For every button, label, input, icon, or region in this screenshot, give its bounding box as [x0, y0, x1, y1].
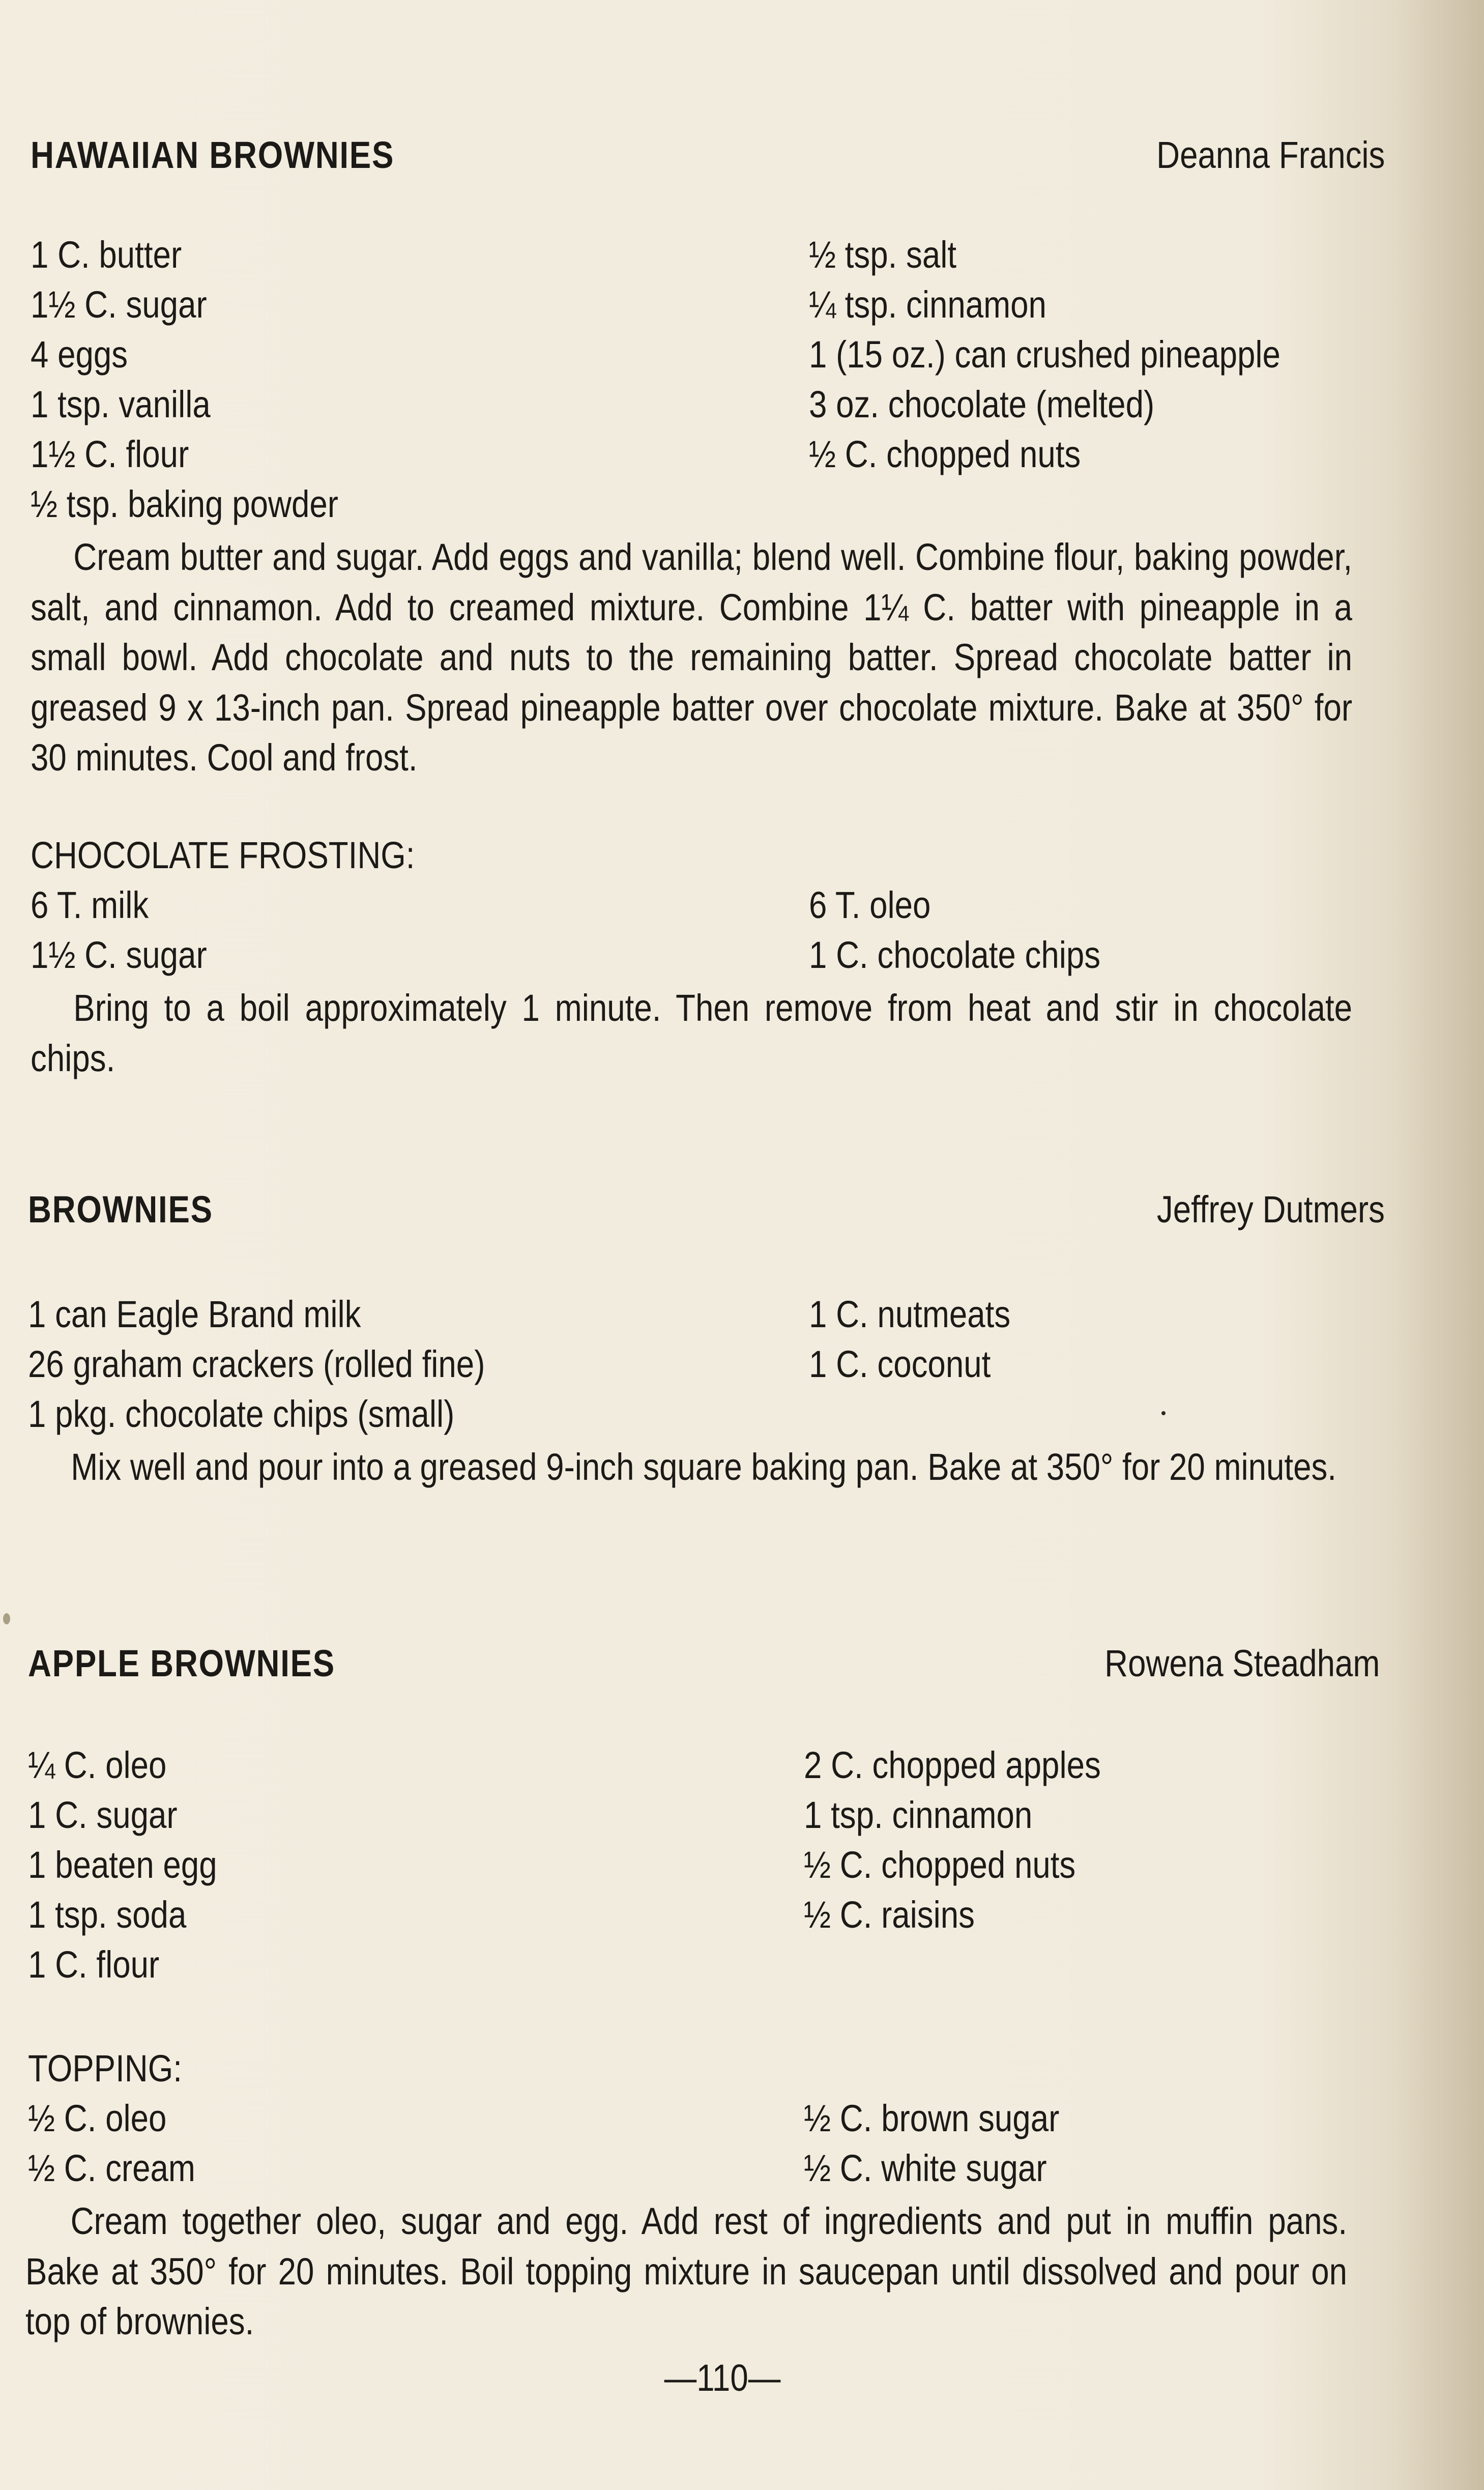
ingredient: 1½ C. sugar: [31, 934, 207, 976]
ingredient: 1 beaten egg: [28, 1844, 217, 1886]
ingredient: ½ C. cream: [28, 2147, 195, 2189]
ingredient: 3 oz. chocolate (melted): [809, 383, 1155, 425]
ingredient: ½ C. chopped nuts: [809, 433, 1081, 475]
recipe-author: Jeffrey Dutmers: [1157, 1188, 1385, 1230]
ingredient: 1 C. chocolate chips: [809, 934, 1101, 976]
ingredient: 1 tsp. cinnamon: [804, 1794, 1033, 1836]
recipe-directions: [25, 2196, 1354, 2347]
section-subtitle: TOPPING:: [28, 2047, 182, 2090]
ingredient: 4 eggs: [31, 333, 128, 376]
recipe-title: APPLE BROWNIES: [28, 1642, 335, 1684]
recipe-directions: [31, 983, 1353, 1083]
ingredient: 1 pkg. chocolate chips (small): [28, 1393, 455, 1435]
page-number: —110—: [664, 2357, 781, 2399]
ingredient: 1 tsp. vanilla: [31, 383, 211, 425]
recipe-directions: [28, 1442, 1353, 1493]
ingredient: 1 C. butter: [31, 234, 182, 276]
ingredient: 2 C. chopped apples: [804, 1744, 1101, 1786]
ingredient: 26 graham crackers (rolled fine): [28, 1343, 485, 1385]
ink-speck: [3, 1613, 10, 1624]
directions-text: Bring to a boil approximately 1 minute. Then remove from heat and stir in chocolate chips.: [31, 987, 1353, 1079]
ingredient: ½ C. white sugar: [804, 2147, 1047, 2189]
ingredient: ¼ C. oleo: [28, 1744, 167, 1786]
recipe-author: Deanna Francis: [1156, 134, 1385, 176]
ingredient: 1 C. nutmeats: [809, 1293, 1011, 1335]
recipe-title: HAWAIIAN BROWNIES: [31, 134, 395, 176]
ingredient: 1 can Eagle Brand milk: [28, 1293, 361, 1335]
ingredient: 1 C. coconut: [809, 1343, 991, 1385]
ingredient: ¼ tsp. cinnamon: [809, 283, 1046, 326]
ingredient: 1 C. sugar: [28, 1794, 178, 1836]
ingredient: 6 T. milk: [31, 884, 149, 926]
ingredient: ½ tsp. salt: [809, 234, 957, 276]
directions-text: Cream butter and sugar. Add eggs and vanilla; blend well. Combine flour, baking powder, salt, and cinnamon. Add to creamed mixture. Combine 1¼ C. batter with pineapple in a small bowl. Add chocolate and nuts to the remaining batter. Spread chocolate batter in greased 9 x 13-inch pan. Spread pineapple batter over chocolate mixture. Bake at 350° for 30 minutes. Cool and frost.: [31, 536, 1353, 779]
ingredient: 1 (15 oz.) can crushed pineapple: [809, 333, 1281, 376]
recipe-author: Rowena Steadham: [1104, 1642, 1380, 1684]
recipe-title: BROWNIES: [28, 1188, 213, 1230]
ingredient: ½ tsp. baking powder: [31, 483, 338, 525]
ingredient: 1½ C. sugar: [31, 283, 207, 326]
ingredient: 1 C. flour: [28, 1943, 160, 1986]
recipe-directions: [31, 532, 1353, 783]
ingredient: 6 T. oleo: [809, 884, 931, 926]
ingredient: 1½ C. flour: [31, 433, 189, 475]
section-subtitle: CHOCOLATE FROSTING:: [31, 834, 415, 876]
ingredient: ½ C. brown sugar: [804, 2097, 1060, 2139]
directions-text: Cream together oleo, sugar and egg. Add rest of ingredients and put in muffin pans. Bake at 350° for 20 minutes. Boil topping mixture in saucepan until dissolved and pour on top of brownies.: [25, 2200, 1348, 2342]
ingredient: ½ C. raisins: [804, 1894, 975, 1936]
ingredient: ½ C. chopped nuts: [804, 1844, 1076, 1886]
ink-speck: [1161, 1411, 1166, 1415]
directions-text: Mix well and pour into a greased 9-inch square baking pan. Bake at 350° for 20 minutes.: [71, 1446, 1336, 1488]
ingredient: 1 tsp. soda: [28, 1894, 187, 1936]
ingredient: ½ C. oleo: [28, 2097, 167, 2139]
